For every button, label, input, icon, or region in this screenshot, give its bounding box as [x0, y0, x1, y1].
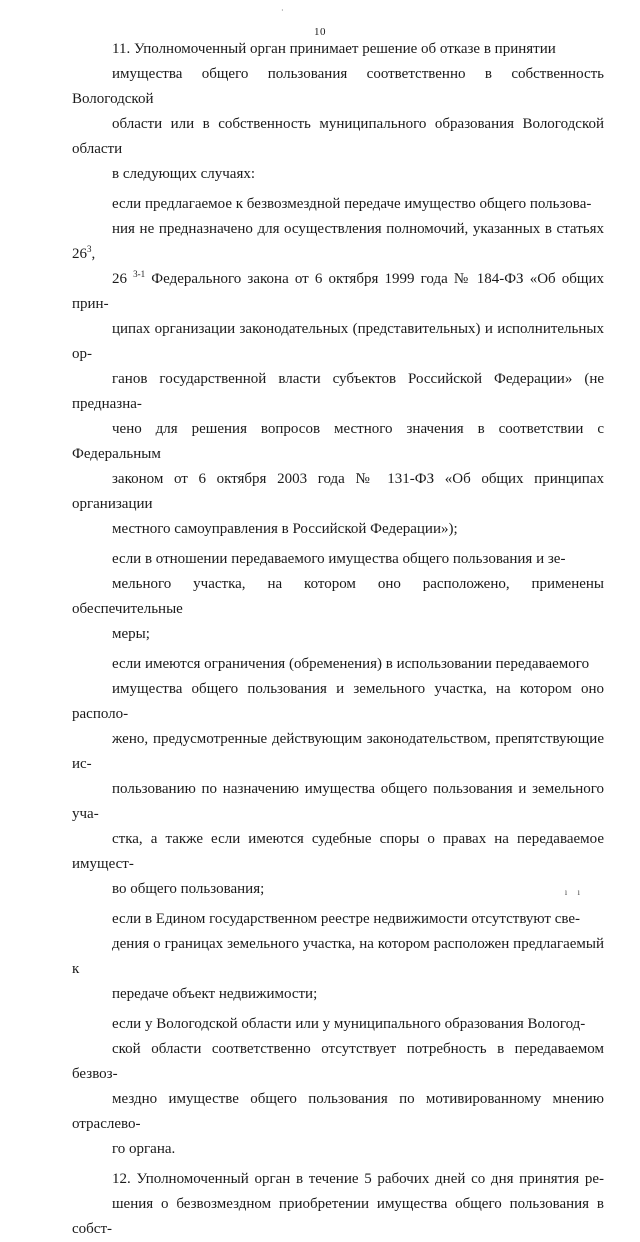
superscript: 3 — [87, 244, 92, 254]
text-line: области или в собственность муниципального образования Вологодской области — [72, 116, 604, 157]
paragraph-11 — [72, 37, 604, 187]
text-line: чено для решения вопросов местного значения в соответствии с Федеральным — [72, 421, 604, 462]
text-fragment: 26 — [112, 271, 127, 287]
document-body — [72, 37, 604, 1242]
text-line: если в отношении передаваемого имущества общего пользования и зе- — [112, 551, 566, 567]
text-line: в следующих случаях: — [112, 166, 256, 182]
text-line: мельного участка, на котором оно расположено, применены обеспечительные — [72, 576, 604, 617]
text-line: если у Вологодской области или у муниципального образования Вологод- — [112, 1016, 586, 1032]
text-line: если предлагаемое к безвозмездной передаче имущество общего пользова- — [112, 196, 592, 212]
paragraph-case-security-measures — [72, 547, 604, 647]
text-line: если имеются ограничения (обременения) в использовании передаваемого — [112, 656, 590, 672]
paragraph-case-encumbrances — [72, 652, 604, 902]
text-line: пользованию по назначению имущества общего пользования и земельного уча- — [72, 781, 604, 822]
text-line: ганов государственной власти субъектов Российской Федерации» (не предназна- — [72, 371, 604, 412]
page-number: 10 — [314, 26, 326, 38]
text-line: жено, предусмотренные действующим законодательством, препятствующие ис- — [72, 731, 604, 772]
text-line: имущества общего пользования и земельного участка, на котором оно располо- — [72, 681, 604, 722]
text-line: стка, а также если имеются судебные споры о правах на передаваемое имущест- — [72, 831, 604, 872]
text-line: если в Едином государственном реестре недвижимости отсутствуют све- — [112, 911, 581, 927]
paragraph-case-not-intended — [72, 192, 604, 542]
paragraph-case-no-need — [72, 1012, 604, 1162]
scan-speck: · — [281, 6, 284, 15]
text-line: го органа. — [112, 1141, 176, 1157]
text-fragment: ния не предназначено для осуществления полномочий, указанных в статьях 26 — [72, 221, 604, 262]
text-line: 12. Уполномоченный орган в течение 5 рабочих дней со дня принятия ре- — [112, 1171, 604, 1187]
text-line: местного самоуправления в Российской Федерации»); — [112, 521, 458, 537]
text-line: дения о границах земельного участка, на котором расположен предлагаемый к — [72, 936, 604, 977]
text-line-with-sup: ния не предназначено для осуществления полномочий, указанных в статьях $26^3$, — [72, 221, 604, 262]
text-line: ципах организации законодательных (представительных) и исполнительных ор- — [72, 321, 604, 362]
paragraph-case-registry — [72, 907, 604, 1007]
text-line: законом от 6 октября 2003 года № 131-ФЗ «Об общих принципах организации — [72, 471, 604, 512]
text-line: шения о безвозмездном приобретении имущества общего пользования в собст- — [72, 1196, 604, 1237]
paragraph-12 — [72, 1167, 604, 1242]
corner-scan-mark: ı ı — [564, 887, 584, 897]
text-line: ской области соответственно отсутствует потребность в передаваемом безвоз- — [72, 1041, 604, 1082]
text-line: во общего пользования; — [112, 881, 265, 897]
text-line: передаче объект недвижимости; — [112, 986, 318, 1002]
text-line: меры; — [112, 626, 150, 642]
text-line: имущества общего пользования соответственно в собственность Вологодской — [72, 66, 604, 107]
superscript: 3-1 — [133, 269, 146, 279]
text-line: мездно имуществе общего пользования по мотивированному мнению отраслево- — [72, 1091, 604, 1132]
text-line: 11. Уполномоченный орган принимает решение об отказе в принятии — [112, 41, 556, 57]
text-fragment: Федерального закона от 6 октября 1999 года № 184-ФЗ «Об общих прин- — [72, 271, 605, 312]
text-line-with-sup — [72, 267, 604, 317]
